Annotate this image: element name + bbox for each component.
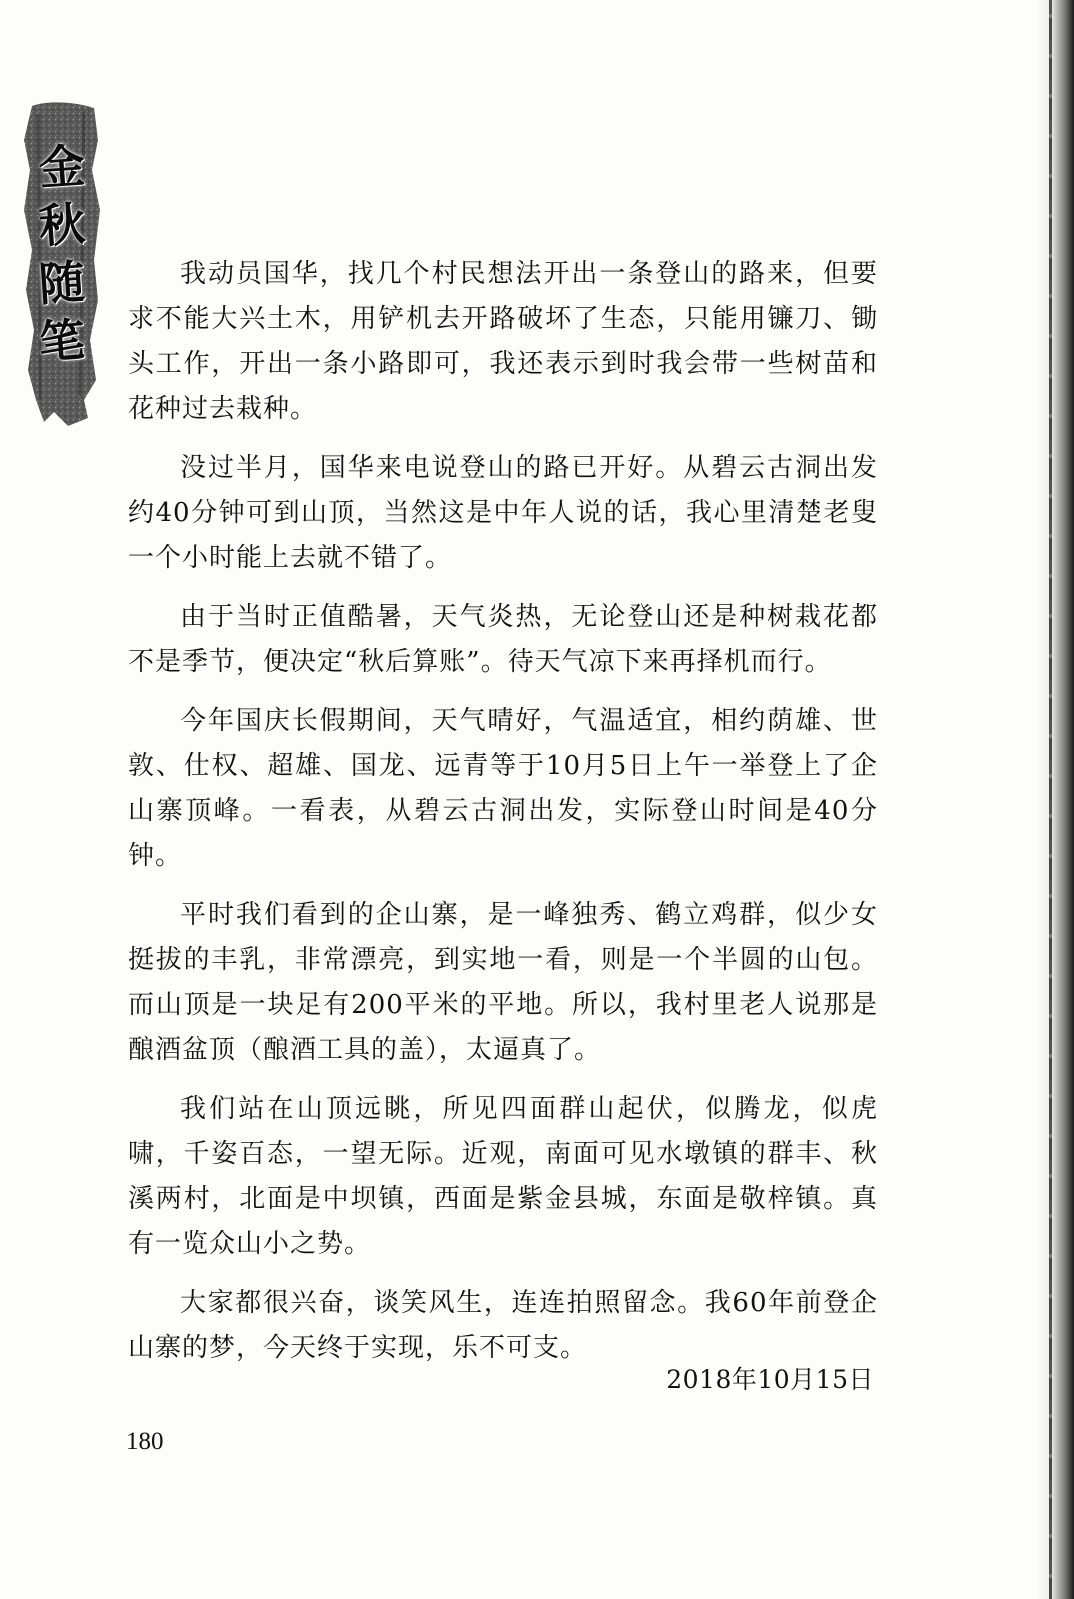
article-body	[128, 252, 878, 1385]
banner-title	[32, 138, 92, 370]
paragraph: 大家都很兴奋，谈笑风生，连连拍照留念。我60年前登企山寨的梦，今天终于实现，乐不可支。	[128, 1288, 878, 1363]
paragraph: 我动员国华，找几个村民想法开出一条登山的路来，但要求不能大兴土木，用铲机去开路破坏了生态，只能用镰刀、锄头工作，开出一条小路即可，我还表示到时我会带一些树苗和花种过去栽种。	[128, 259, 878, 424]
banner-char: 秋	[37, 196, 87, 254]
paragraph: 今年国庆长假期间，天气晴好，气温适宜，相约荫雄、世敦、仕权、超雄、国龙、远青等于10月5日上午一举登上了企山寨顶峰。一看表，从碧云古洞出发，实际登山时间是40分钟。	[128, 706, 878, 871]
paragraph: 没过半月，国华来电说登山的路已开好。从碧云古洞出发约40分钟可到山顶，当然这是中年人说的话，我心里清楚老叟一个小时能上去就不错了。	[128, 453, 878, 573]
scan-edge-line	[1049, 0, 1052, 1599]
scan-edge-shadow	[1036, 0, 1074, 1599]
banner-char: 笔	[37, 312, 87, 370]
banner-char: 金	[37, 138, 87, 196]
paragraph: 平时我们看到的企山寨，是一峰独秀、鹤立鸡群，似少女挺拔的丰乳，非常漂亮，到实地一看，则是一个半圆的山包。而山顶是一块足有200平米的平地。所以，我村里老人说那是酿酒盆顶（酿酒工具的盖），太逼真了。	[128, 900, 878, 1065]
page-number: 180	[126, 1428, 164, 1455]
paragraph: 我们站在山顶远眺，所见四面群山起伏，似腾龙，似虎啸，千姿百态，一望无际。近观，南面可见水墩镇的群丰、秋溪两村，北面是中坝镇，西面是紫金县城，东面是敬梓镇。真有一览众山小之势。	[128, 1094, 878, 1259]
section-banner	[18, 100, 106, 430]
article-date: 2018年10月15日	[666, 1365, 874, 1394]
banner-char: 随	[37, 254, 87, 312]
paragraph: 由于当时正值酷暑，天气炎热，无论登山还是种树栽花都不是季节，便决定“秋后算账”。待天气凉下来再择机而行。	[128, 602, 878, 677]
